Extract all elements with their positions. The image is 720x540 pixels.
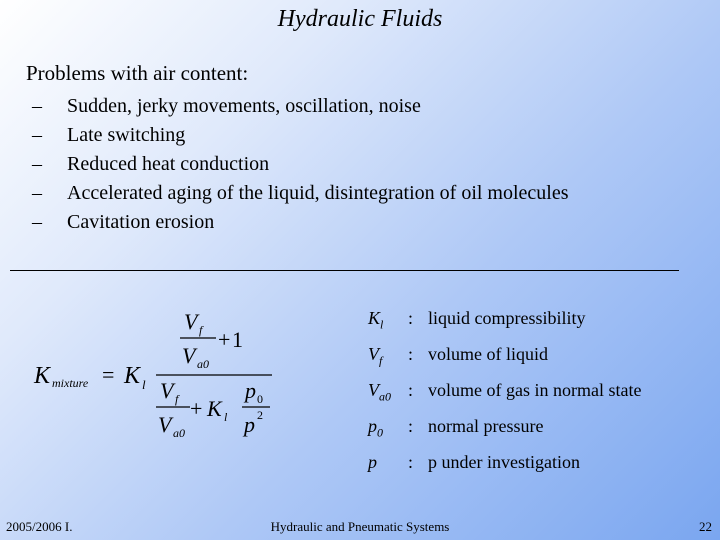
page-number: 22 (699, 519, 712, 534)
def-text: liquid compressibility (428, 308, 586, 328)
bullet-text: Cavitation erosion (67, 211, 215, 233)
def-text: normal pressure (428, 416, 544, 436)
formula-k-sub: l (142, 377, 146, 392)
bullet-marker: – (32, 211, 42, 233)
def-symbol: $V_f$ (368, 344, 383, 368)
mixture-compressibility-formula (30, 288, 340, 448)
bullet-marker: – (32, 153, 42, 175)
formula-den-va0-sub: a0 (173, 426, 185, 440)
def-text: volume of liquid (428, 344, 548, 364)
bullet-list (32, 92, 569, 237)
def-colon: : (408, 344, 414, 364)
definition-row (362, 372, 641, 408)
formula-den-p-sup: 2 (257, 408, 263, 422)
def-colon: : (408, 416, 414, 436)
formula-den-p0: p (245, 378, 256, 403)
def-colon: : (408, 380, 414, 400)
formula-den-k-sub: l (224, 410, 228, 424)
formula-num-plus: + (218, 327, 231, 352)
list-item (32, 208, 569, 237)
bullet-text: Sudden, jerky movements, oscillation, noise (67, 95, 421, 117)
slide-heading: Problems with air content: (26, 61, 249, 85)
bullet-marker: – (32, 95, 42, 117)
def-text: p under investigation (428, 452, 580, 472)
formula-den-p0-sub: 0 (257, 392, 263, 406)
def-text: volume of gas in normal state (428, 380, 642, 400)
definition-row (362, 444, 641, 480)
formula-num-one: 1 (232, 327, 243, 352)
formula-den-vf-sub: f (175, 392, 179, 406)
list-item (32, 179, 569, 208)
horizontal-divider (10, 270, 679, 271)
formula-k: K (124, 363, 141, 389)
formula-lhs: K (34, 363, 51, 389)
formula-equals: = (102, 362, 115, 387)
formula-num-va0: V (182, 343, 196, 368)
slide-title: Hydraulic Fluids (277, 6, 443, 32)
definition-row (362, 336, 641, 372)
formula-num-vf: V (184, 309, 198, 334)
def-symbol: $p_0$ (368, 416, 383, 440)
formula-num-vf-sub: f (199, 323, 203, 337)
definition-row (362, 408, 641, 444)
formula-den-plus: + (190, 396, 203, 421)
formula-num-va0-sub: a0 (197, 357, 209, 371)
def-symbol: $V_{a0}$ (368, 380, 391, 404)
formula-den-k: K (207, 396, 222, 421)
bullet-text: Reduced heat conduction (67, 153, 270, 175)
bullet-text: Late switching (67, 124, 186, 146)
def-colon: : (408, 308, 414, 328)
formula-den-p: p (244, 412, 255, 437)
footer-course-title: Hydraulic and Pneumatic Systems (270, 519, 450, 534)
definition-row (362, 300, 641, 336)
def-colon: : (408, 452, 414, 472)
list-item (32, 150, 569, 179)
bullet-marker: – (32, 124, 42, 146)
bullet-text: Accelerated aging of the liquid, disintegration of oil molecules (67, 182, 569, 204)
symbol-definitions (362, 300, 641, 480)
def-symbol: $K_l$ (368, 308, 384, 332)
formula-den-va0: V (158, 412, 172, 437)
formula-den-vf: V (160, 378, 174, 403)
footer-date: 2005/2006 I. (6, 519, 73, 534)
formula-lhs-sub: mixture (52, 376, 89, 390)
bullet-marker: – (32, 182, 42, 204)
list-item (32, 121, 569, 150)
list-item (32, 92, 569, 121)
def-symbol: p (368, 452, 377, 472)
